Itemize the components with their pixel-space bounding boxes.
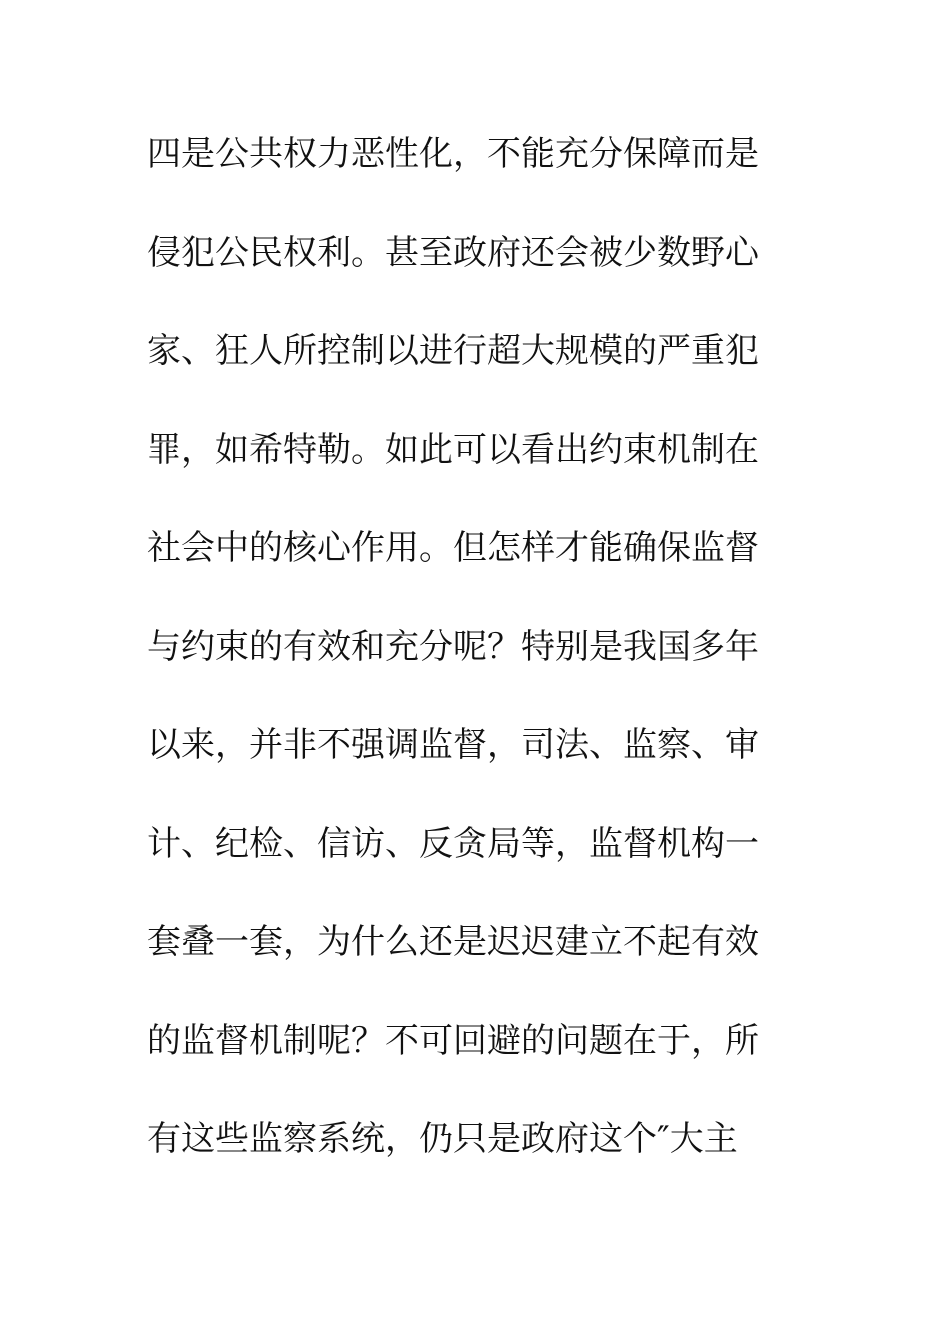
text-line: 家、狂人所控制以进行超大规模的严重犯 [147, 331, 759, 371]
text-line: 有这些监察系统，仍只是政府这个″大主 [147, 1119, 738, 1159]
text-line: 与约束的有效和充分呢？特别是我国多年 [147, 626, 759, 667]
text-line: 四是公共权力恶性化，不能充分保障而是 [147, 134, 759, 174]
body-paragraph [147, 126, 807, 1210]
text-line: 侵犯公民权利。甚至政府还会被少数野心 [147, 232, 759, 273]
text-line: 套叠一套，为什么还是迟迟建立不起有效 [147, 922, 759, 962]
text-line: 的监督机制呢？不可回避的问题在于，所 [147, 1020, 759, 1061]
text-line: 以来，并非不强调监督，司法、监察、审 [147, 725, 759, 765]
text-line: 计、纪检、信访、反贪局等，监督机构一 [147, 823, 759, 864]
text-line: 社会中的核心作用。但怎样才能确保监督 [147, 528, 759, 568]
text-line: 罪，如希特勒。如此可以看出约束机制在 [147, 429, 759, 470]
